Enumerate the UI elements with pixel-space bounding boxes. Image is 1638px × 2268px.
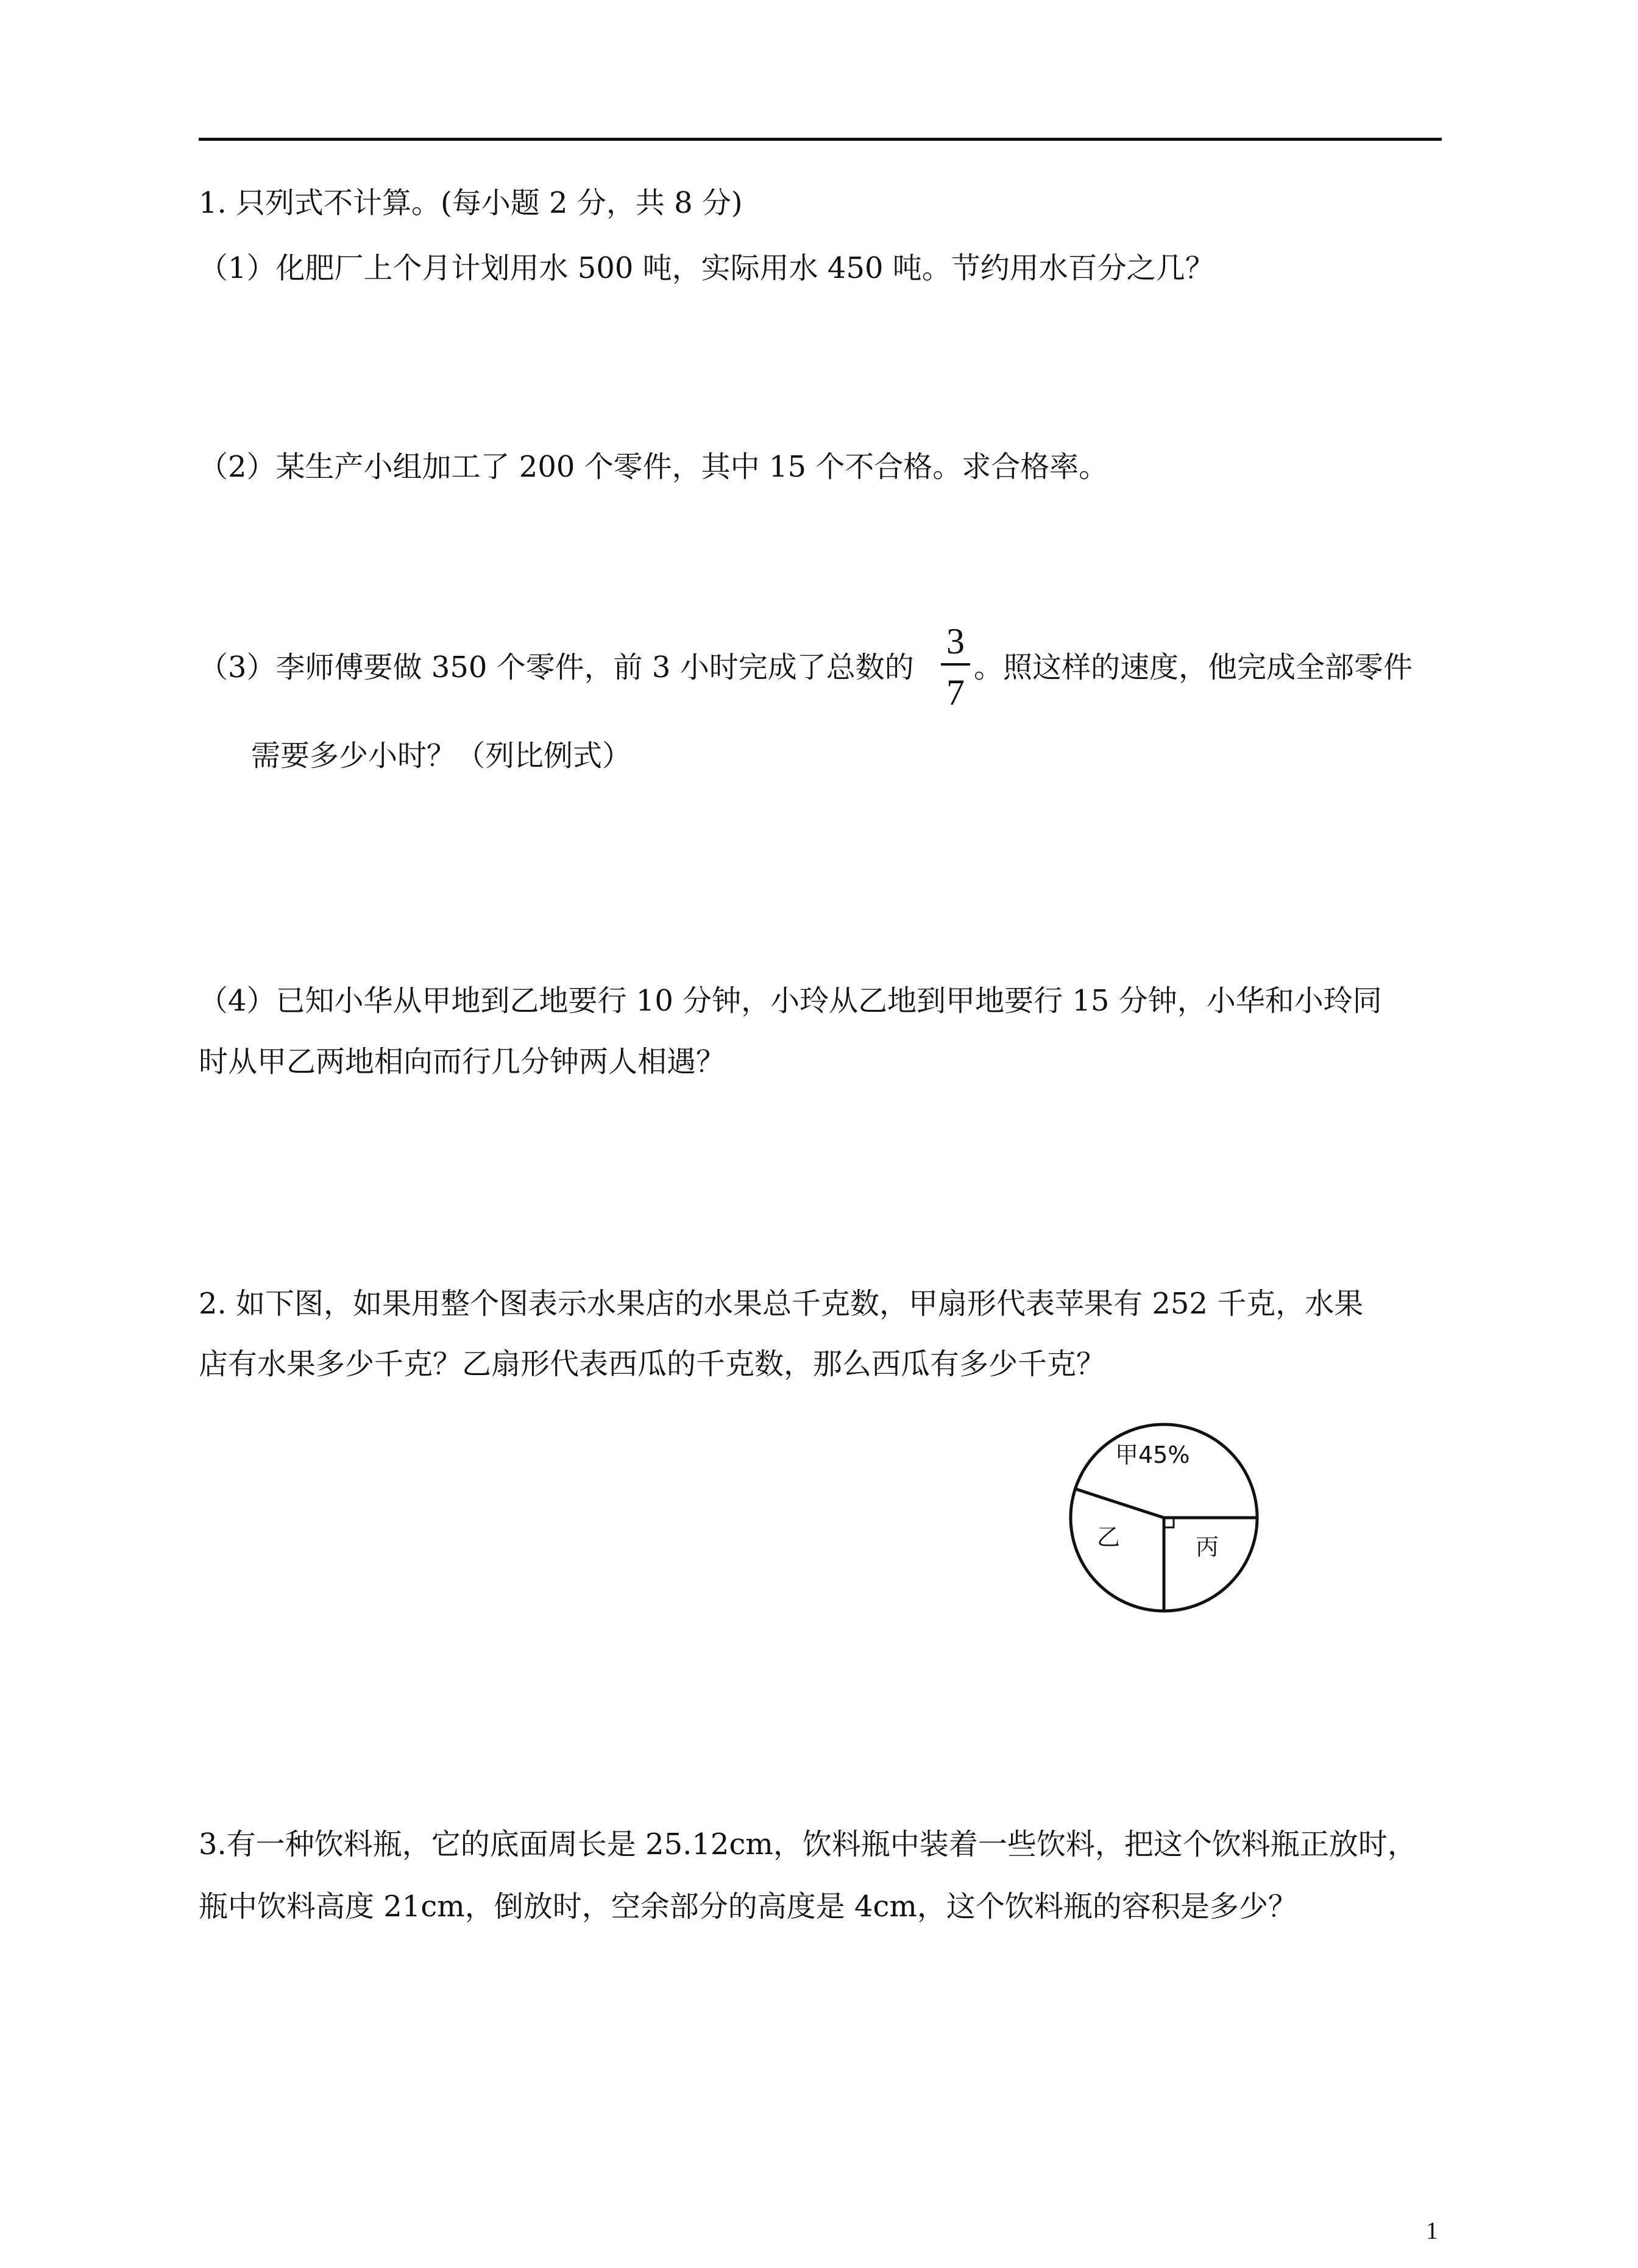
pie-chart (1060, 1414, 1268, 1621)
q3-line2: 瓶中饮料高度 21cm，倒放时，空余部分的高度是 4cm，这个饮料瓶的容积是多少？ (199, 1889, 1297, 1924)
q1-heading: 1. 只列式不计算。(每小题 2 分，共 8 分) (199, 186, 743, 220)
fraction-bar (941, 663, 970, 666)
pie-label-yi: 乙 (1097, 1524, 1121, 1551)
page-number: 1 (1426, 2217, 1438, 2244)
q2-line2: 店有水果多少千克？乙扇形代表西瓜的千克数，那么西瓜有多少千克？ (199, 1347, 1106, 1381)
fraction-denominator: 7 (946, 672, 965, 713)
pie-label-jia: 甲45% (1115, 1441, 1190, 1468)
q1-part2: （2）某生产小组加工了 200 个零件，其中 15 个不合格。求合格率。 (199, 450, 1108, 484)
q1-part3-text-before: （3）李师傅要做 350 个零件，前 3 小时完成了总数的 (199, 650, 914, 684)
q1-part4-line1: （4）已知小华从甲地到乙地要行 10 分钟，小玲从乙地到甲地要行 15 分钟，小华和小玲同 (199, 984, 1382, 1018)
pie-label-bing: 丙 (1196, 1534, 1219, 1560)
q1-part3-line2: 需要多少小时？（列比例式） (251, 739, 632, 773)
q1-part4-line2: 时从甲乙两地相向而行几分钟两人相遇？ (199, 1045, 726, 1079)
fraction-numerator: 3 (946, 621, 965, 661)
q2-line1: 2. 如下图，如果用整个图表示水果店的水果总千克数，甲扇形代表苹果有 252 千克，水果 (199, 1287, 1364, 1321)
header-rule (199, 138, 1442, 141)
q1-part1: （1）化肥厂上个月计划用水 500 吨，实际用水 450 吨。节约用水百分之几？ (199, 251, 1214, 285)
pie-radius-yi-jia (1076, 1489, 1165, 1518)
q1-part3-text-after: 。照这样的速度，他完成全部零件 (974, 650, 1413, 684)
q3-line1: 3.有一种饮料瓶，它的底面周长是 25.12cm，饮料瓶中装着一些饮料，把这个饮料瓶正放时， (199, 1827, 1417, 1861)
